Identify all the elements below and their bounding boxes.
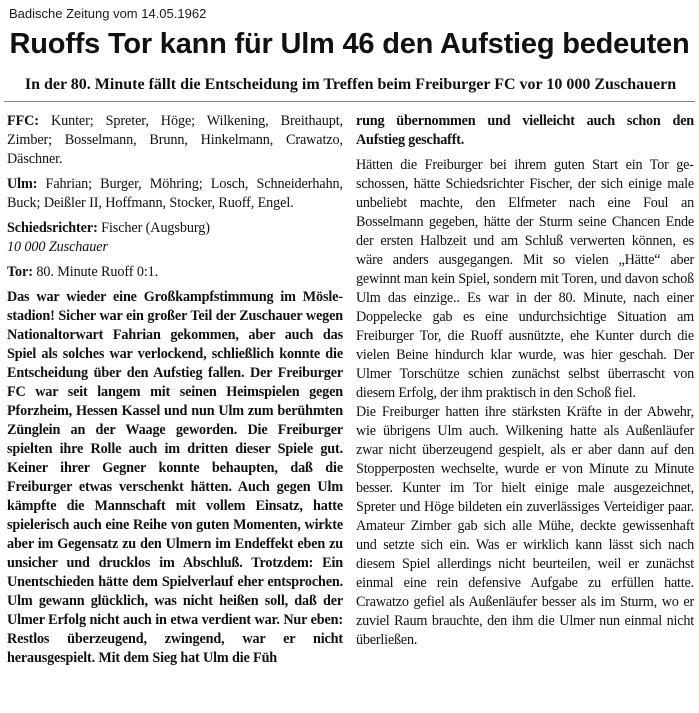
- goal-label: Tor:: [7, 264, 33, 280]
- lineup-ffc: [7, 112, 343, 169]
- right-column: [356, 112, 694, 650]
- headline: Ruoffs Tor kann für Ulm 46 den Aufstieg bedeuten: [9, 28, 690, 60]
- left-column: [7, 112, 343, 668]
- lead-paragraph-continued: rung übernommen und vielleicht auch schon den Aufstieg geschafft.: [356, 113, 694, 148]
- subheadline: In der 80. Minute fällt die Entscheidung im Treffen beim Freiburger FC vor 10 000 Zuschauern: [24, 76, 677, 93]
- lineup-ffc-players: Kunter; Spreter, Höge; Wilkening, Breithaupt, Zimber; Bosselmann, Brunn, Hinkelmann, Crawatzo, Däschner.: [7, 113, 343, 167]
- referee-label: Schiedsrichter:: [7, 220, 98, 236]
- body-paragraph-1: Hätten die Freiburger bei ihrem guten Start ein Tor geschossen, hätte Schiedsrichter Fischer, der sich einige male unbeliebt machte, den Elfmeter nach eine Foul an Bosselmann gegeben, hätte der Sturm seine Chancen Ende der ersten Halbzeit und am Schluß verwerten können, es wäre anders ausgegangen. Mit so vielen „Hätte“ aber gewinnt man kein Spiel, sondern mit Toren, und davon schoß Ulm das einzige.. Es war in der 80. Minute, nach einer Doppelecke gab es eine undurchsichtige Situation am Freiburger Tor, die Ruoff ausnützte, ehe Kunter durch die vielen Beine hindurch klar wurde, was hier geschah. Der Ulmer Torschütze schien zunächst selbst überrascht von diesem Erfolg, der ihm praktisch in den Schoß fiel.: [356, 157, 694, 401]
- lead-paragraph: Das war wieder eine Großkampfstimmung im Möslestadion! Sicher war ein großer Teil der Zuschauer wegen Nationaltorwart Fahrian gekommen, aber auch das Spiel als solches war verlockend, schließlich konnte die Entscheidung über den Aufstieg fallen. Der Freiburger FC war seit langem mit seinen Heimspielen gegen Pforzheim, Hessen Kassel und nun Ulm zum berühmten Zünglein an der Waage geworden. Die Freiburger spielten ihre Rolle auch im dritten dieser Spiele gut. Keiner ihrer Gegner konnte behaupten, daß die Freiburger etwas verschenkt hätten. Auch gegen Ulm kämpfte die Mannschaft mit vollem Einsatz, hatte spielerisch auch eine Reihe von guten Momenten, wirkte aber im Gegensatz zu den Ulmern im Endeffekt eben zu unsicher und drucklos im Abschluß. Trotzdem: Ein Unentschieden hätte dem Spielverlauf eher entsprochen. Ulm gewann glücklich, was nicht heißen soll, daß der Ulmer Erfolg nicht auch in etwa verdient war. Nur eben: Restlos überzeugend, zwingend, war er nicht herausgespielt. Mit dem Sieg hat Ulm die Füh: [7, 289, 343, 666]
- attendance: 10 000 Zuschauer: [7, 239, 108, 255]
- lineup-ulm: [7, 175, 343, 213]
- goal-text: 80. Minute Ruoff 0:1.: [36, 264, 159, 280]
- lineup-ulm-players: Fahrian; Burger, Möhring; Losch, Schneiderhahn, Buck; Deißler II, Hoffmann, Stocker, Ruoff, Engel.: [7, 176, 344, 211]
- divider-line: [4, 101, 695, 102]
- referee-name: Fischer (Augsburg): [101, 220, 210, 236]
- newspaper-source: Badische Zeitung vom 14.05.1962: [9, 6, 207, 21]
- lineup-ffc-label: FFC:: [7, 113, 39, 129]
- lineup-ulm-label: Ulm:: [7, 176, 38, 192]
- goal-line: [7, 263, 343, 282]
- body-paragraph-2: Die Freiburger hatten ihre stärksten Kräfte in der Abwehr, wie übrigens Ulm auch. Wilkening hatte als Außenläufer zwar nicht überzeugend gespielt, als er aber dann auf den Stopperposten wechselte, wurde er von Minute zu Minute besser. Kunter im Tor hielt einige male ausgezeichnet, Spreter und Höge bildeten ein zuverlässiges Verteidiger paar. Amateur Zimber gab sich alle Mühe, deckte gewissenhaft und setzte sich ein. Was er wirklich kann lässt sich nach diesem Spiel allerdings nicht beurteilen, weil er zunächst einmal eine rein defensive Aufgabe zu erfüllen hatte. Crawatzo gefiel als Außenläufer besser als im Sturm, wo er zuviel Raum brauchte, den ihm die Ulmer nun einmal nicht überließen.: [356, 404, 694, 648]
- referee-line: [7, 219, 343, 238]
